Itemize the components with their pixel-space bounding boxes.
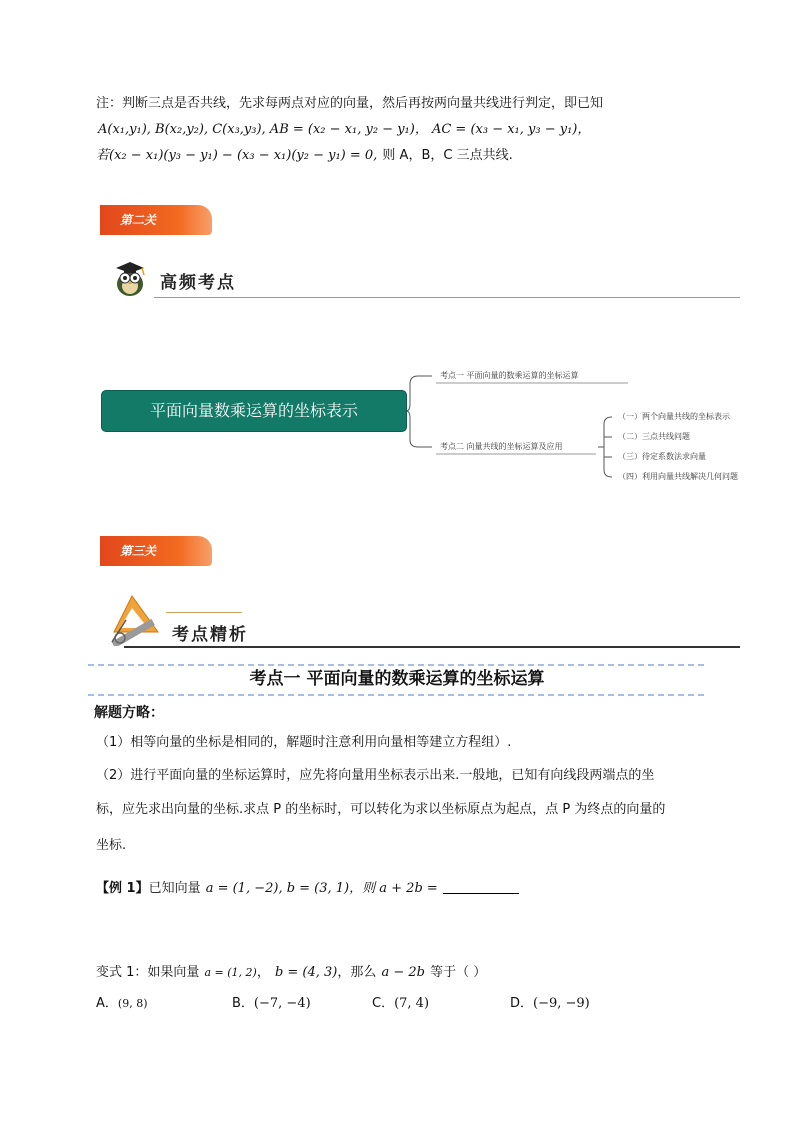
- option-d[interactable]: [510, 992, 590, 1014]
- option-c[interactable]: [372, 992, 429, 1014]
- option-b[interactable]: [232, 992, 311, 1014]
- example-1: [96, 877, 519, 899]
- level-banner-3: [100, 536, 212, 566]
- mindmap-main-node: 平面向量数乘运算的坐标表示: [102, 391, 406, 431]
- section-3-accent-line: [166, 612, 242, 613]
- mindmap-branch-2: 考点二 向量共线的坐标运算及应用: [440, 442, 563, 451]
- option-b-value: (−7, −4): [253, 996, 311, 1011]
- note-line-3-text: 则 A，B，C 三点共线.: [382, 148, 513, 163]
- variant-1-expression: a − 2b: [381, 965, 426, 980]
- mindmap-connectors: [0, 0, 794, 520]
- example-1-answer-blank[interactable]: [443, 881, 519, 894]
- level-banner-2-label: 第二关: [120, 213, 157, 227]
- variant-1-vector-b: b = (4, 3): [274, 965, 338, 980]
- option-a-value: (9, 8): [117, 997, 148, 1010]
- option-a[interactable]: [96, 992, 147, 1014]
- section-title-analysis: 考点精析: [172, 625, 248, 645]
- option-b-label: B．: [232, 996, 254, 1011]
- variant-1-sep: ，: [256, 965, 270, 980]
- mindmap-sub-4: （四）利用向量共线解决几何问题: [618, 472, 738, 481]
- strategy-paragraph-2-line-2: 标，应先求出向量的坐标.求点 P 的坐标时，可以转化为求以坐标原点为起点，点 P 为终点的向量的: [96, 802, 666, 817]
- option-c-value: (7, 4): [394, 996, 430, 1011]
- ruler-triangle-icon: [106, 592, 162, 646]
- note-line-1: 注：判断三点是否共线，先求每两点对应的向量，然后再按两向量共线进行判定，即已知: [96, 96, 604, 111]
- topic-title: 考点一 平面向量的数乘运算的坐标运算: [249, 669, 545, 689]
- variant-1-then: ，那么: [337, 965, 377, 980]
- variant-1: [96, 961, 486, 983]
- option-d-label: D．: [510, 996, 534, 1011]
- variant-1-vector-a: a = (1, 2): [204, 966, 257, 979]
- option-d-value: (−9, −9): [533, 996, 590, 1011]
- topic-top-dashed-line: [88, 664, 704, 666]
- example-1-text: 已知向量: [148, 881, 201, 896]
- mindmap-sub-2: （二）三点共线问题: [618, 432, 690, 441]
- note-line-3-math: 若(x₂ − x₁)(y₃ − y₁) − (x₃ − x₁)(y₂ − y₁) = 0,: [96, 148, 378, 163]
- mindmap-sub-3: （三）待定系数法求向量: [618, 452, 706, 461]
- strategy-label: 解题方略：: [94, 705, 164, 721]
- mindmap-sub-1: （一）两个向量共线的坐标表示: [618, 412, 730, 421]
- variant-1-prefix: 变式 1：如果向量: [96, 965, 200, 980]
- option-c-label: C．: [372, 996, 395, 1011]
- strategy-paragraph-2-line-3: 坐标.: [96, 838, 127, 853]
- section-title-high-frequency: 高频考点: [160, 273, 236, 293]
- variant-1-end: 等于（ ）: [430, 965, 487, 980]
- strategy-paragraph-1: （1）相等向量的坐标是相同的，解题时注意利用向量相等建立方程组）.: [96, 735, 512, 750]
- example-1-label: 【例 1】: [96, 881, 149, 896]
- example-1-math: a = (1, −2), b = (3, 1)，则 a + 2b =: [205, 881, 438, 896]
- topic-bottom-dashed-line: [88, 694, 704, 696]
- strategy-paragraph-2-line-1: （2）进行平面向量的坐标运算时，应先将向量用坐标表示出来.一般地，已知有向线段两端点的坐: [96, 768, 655, 783]
- note-line-2: A(x₁,y₁), B(x₂,y₂), C(x₃,y₃), AB = (x₂ − x₁, y₂ − y₁)， AC = (x₃ − x₁, y₃ − y₁)，: [98, 122, 591, 137]
- mindmap-branch-1: 考点一 平面向量的数乘运算的坐标运算: [440, 371, 579, 380]
- level-banner-3-label: 第三关: [120, 544, 157, 558]
- section-3-divider: [124, 646, 740, 648]
- option-a-label: A．: [96, 996, 118, 1011]
